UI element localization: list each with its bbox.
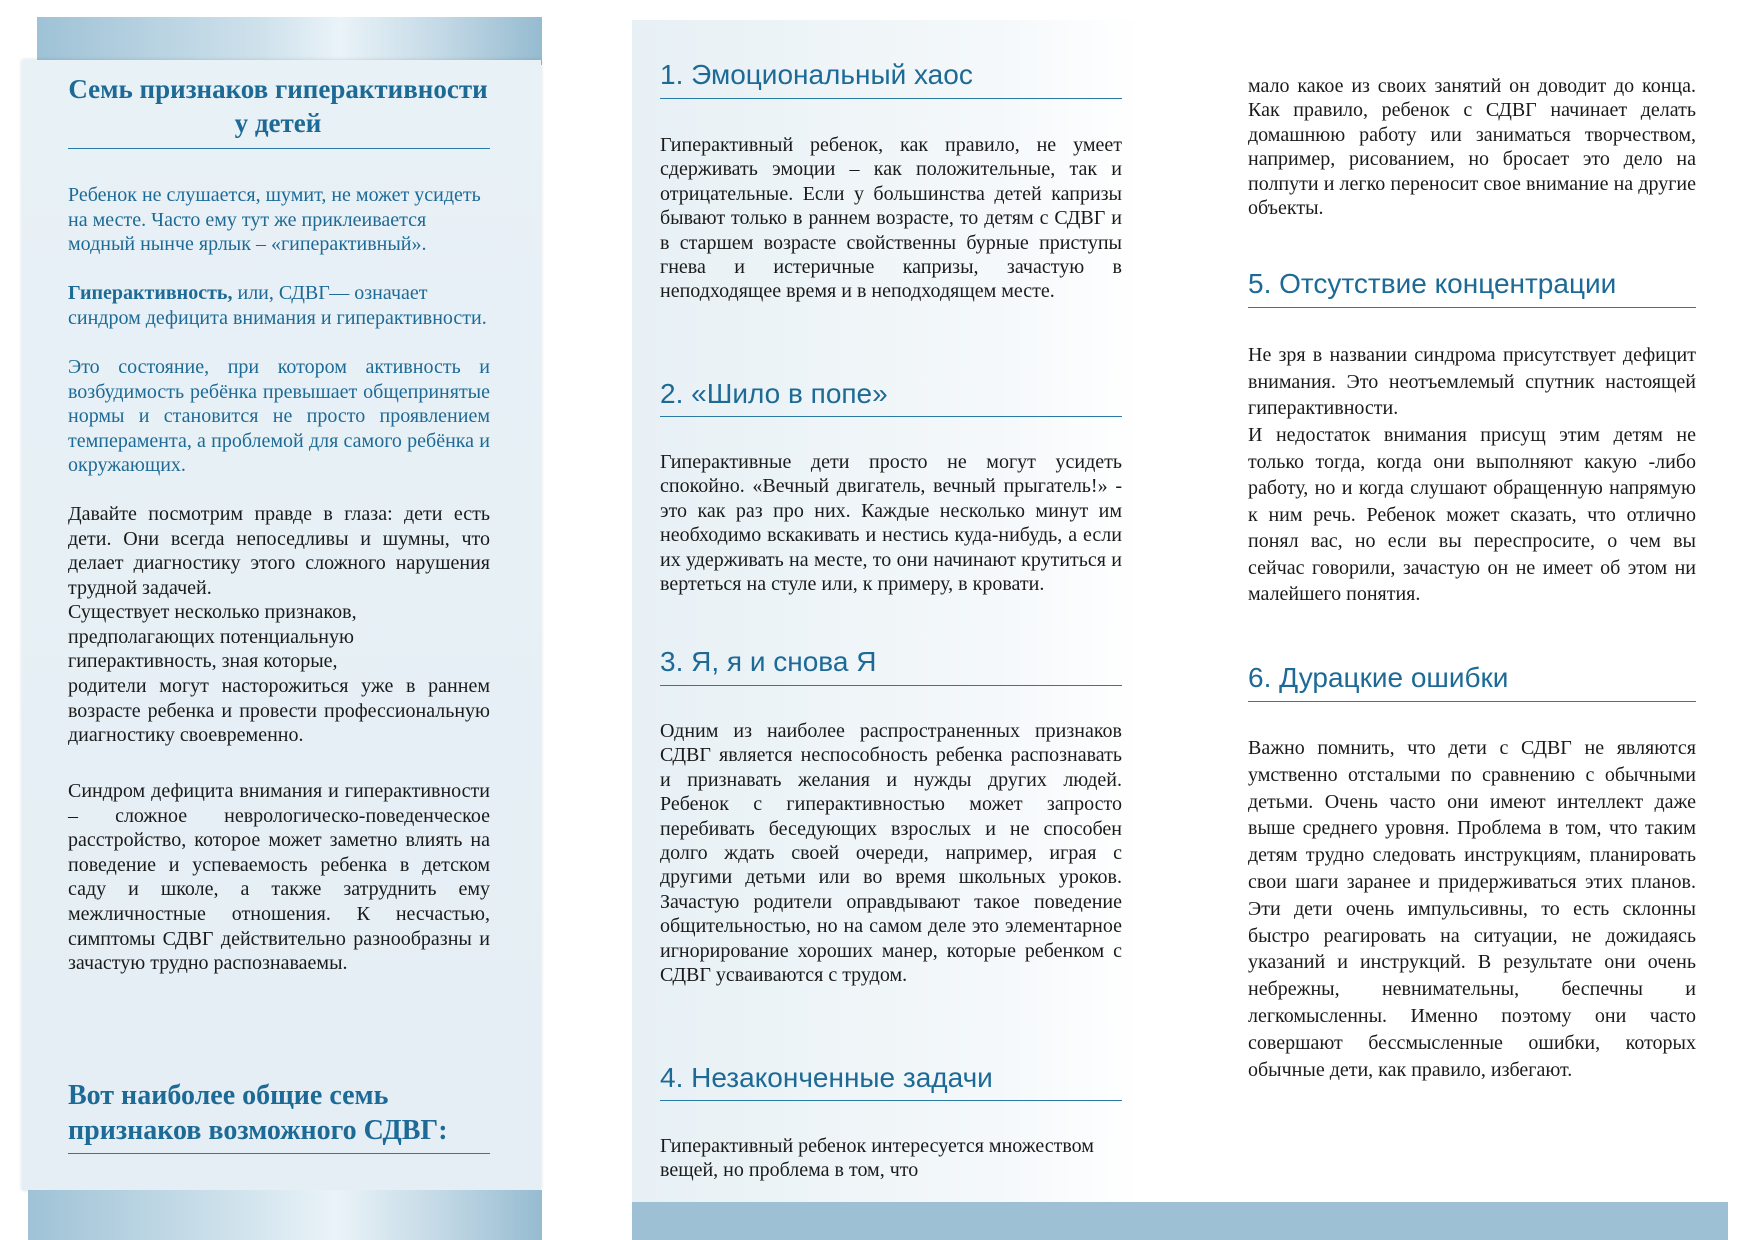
section-heading-4: 4. Незаконченные задачи: [660, 1062, 993, 1093]
bottom-band: [632, 1202, 1728, 1240]
section-heading-5: 5. Отсутствие концентрации: [1248, 268, 1617, 299]
section-text-3: Одним из наиболее распространенных признаков СДВГ является неспособность ребенка распознавать и признавать желания и нужды других людей. Ребенок с гиперактивностью может запросто перебивать беседующих взрослых и не способен долго ждать своей очереди, например, играя с другими детьми или во время школьных уроков. Зачастую родители оправдывают такое поведение общительностью, но на самом деле это элементарное игнорирование хороших манер, которые ребенком с СДВГ усваиваются с трудом.: [660, 720, 1122, 987]
left-top-band: [37, 17, 542, 65]
left-bottom-band: [28, 1190, 542, 1240]
paragraph-1a: Давайте посмотрим правде в глаза: дети есть дети. Они всегда непоседливы и шумны, что делает диагностику этого сложного нарушения трудной задачей.: [68, 503, 490, 599]
definition-text: [68, 281, 490, 330]
section-divider-4: [660, 1100, 1122, 1101]
section-divider-3: [660, 685, 1122, 686]
section-text-1: Гиперактивный ребенок, как правило, не умеет сдерживать эмоции – как положительные, так и отрицательные. Если у большинства детей капризы бывают только в раннем возрасте, то детям с СДВГ и в старшем возрасте свойственны бурные приступы гнева и истеричные капризы, зачастую в неподходящее время и в неподходящем месте.: [660, 134, 1122, 303]
signs-intro-heading: Вот наиболее общие семь признаков возможного СДВГ:: [68, 1080, 448, 1146]
section-divider-2: [660, 416, 1122, 417]
section-text-6: Важно помнить, что дети с СДВГ не являются умственно отсталыми по сравнению с обычными детьми. Очень часто они имеют интеллект даже выше среднего уровня. Проблема в том, что таким детям трудно следовать инструкциям, планировать свои шаги заранее и придерживаться этих планов. Эти дети очень импульсивны, то есть склонны быстро реагировать на ситуации, не дожидаясь указаний и инструкций. В результате они очень небрежны, невнимательны, беспечны и легкомысленны. Именно поэтому они часто совершают бессмысленные ошибки, которых обычные дети, как правило, избегают.: [1248, 737, 1696, 1081]
section-text-5b: И недостаток внимания присущ этим детям не только тогда, когда они выполняют какую -либо работу, но и когда слушают обращенную напрямую к ним речь. Ребенок может сказать, что отлично понял вас, но если вы переспросите, о чем вы сейчас говорили, зачастую он не имеет об этом ни малейшего понятия.: [1248, 424, 1696, 605]
section-heading-3: 3. Я, я и снова Я: [660, 646, 877, 677]
definition-term: Гиперактивность,: [68, 282, 233, 304]
signs-intro-divider: [68, 1153, 490, 1154]
page-title: Семь признаков гиперактивности у детей: [68, 74, 488, 138]
section-text-5a: Не зря в названии синдрома присутствует дефицит внимания. Это неотъемлемый спутник настоящей гиперактивности.: [1248, 344, 1696, 419]
section-divider-1: [660, 98, 1122, 99]
section-text-4-continued: мало какое из своих занятий он доводит до конца. Как правило, ребенок с СДВГ начинает делать домашнюю работу или заниматься творчеством, например, рисованием, но бросает это дело на полпути и легко переносит свое внимание на другие объекты.: [1248, 75, 1696, 220]
section-divider-6: [1248, 701, 1696, 702]
paragraph-2: Синдром дефицита внимания и гиперактивности – сложное неврологическо-поведенческое расстройство, которое может заметно влиять на поведение и успеваемость ребенка в детском саду и школе, а также затруднить ему межличностные отношения. К несчастью, симптомы СДВГ действительно разнообразны и зачастую трудно распознаваемы.: [68, 780, 490, 975]
paragraph-1b: Существует несколько признаков, предполагающих потенциальную гиперактивность, зная которые,: [68, 601, 357, 673]
state-text: Это состояние, при котором активность и возбудимость ребёнка превышает общепринятые нормы и становится не просто проявлением темперамента, а проблемой для самого ребёнка и окружающих.: [68, 356, 490, 477]
paragraph-1c: родители могут насторожиться уже в раннем возрасте ребенка и провести профессиональную диагностику своевременно.: [68, 675, 490, 747]
definition-rest: или, СДВГ— означает синдром дефицита внимания и гиперактивности.: [68, 282, 487, 329]
section-heading-1: 1. Эмоциональный хаос: [660, 59, 973, 90]
section-heading-2: 2. «Шило в попе»: [660, 378, 888, 409]
section-text-4: Гиперактивный ребенок интересуется множеством вещей, но проблема в том, что: [660, 1135, 1094, 1182]
section-text-2: Гиперактивные дети просто не могут усидеть спокойно. «Вечный двигатель, вечный прыгатель!» - это как раз про них. Каждые несколько минут им необходимо вскакивать и нестись куда-нибудь, а если их удерживать на месте, то они начинают крутиться и вертеться на стуле или, к примеру, в кровати.: [660, 451, 1122, 596]
intro-text: Ребенок не слушается, шумит, не может усидеть на месте. Часто ему тут же приклеивается модный нынче ярлык – «гиперактивный».: [68, 184, 481, 256]
section-heading-6: 6. Дурацкие ошибки: [1248, 662, 1509, 693]
title-divider: [68, 148, 490, 149]
section-divider-5: [1248, 307, 1696, 308]
